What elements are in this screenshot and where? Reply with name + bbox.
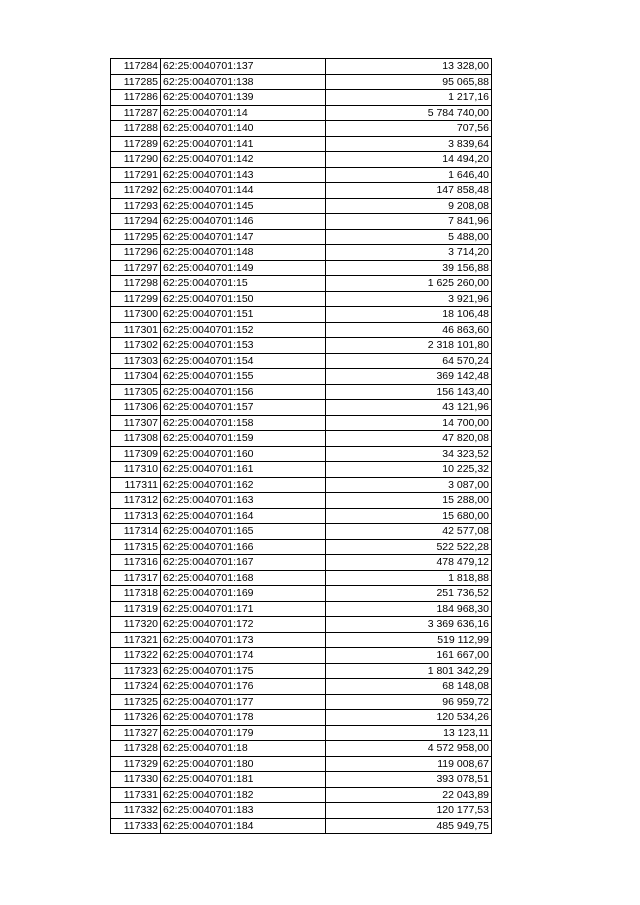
value-cell: 1 818,88	[326, 570, 492, 586]
value-cell: 64 570,24	[326, 353, 492, 369]
cadastral-number-cell: 62:25:0040701:140	[161, 121, 326, 137]
cadastral-number-cell: 62:25:0040701:175	[161, 663, 326, 679]
row-number-cell: 117293	[111, 198, 161, 214]
value-cell: 4 572 958,00	[326, 741, 492, 757]
cadastral-number-cell: 62:25:0040701:162	[161, 477, 326, 493]
value-cell: 3 921,96	[326, 291, 492, 307]
table-row	[111, 291, 492, 307]
row-number-cell: 117302	[111, 338, 161, 354]
row-number-cell: 117324	[111, 679, 161, 695]
value-cell: 147 858,48	[326, 183, 492, 199]
value-cell: 68 148,08	[326, 679, 492, 695]
cadastral-number-cell: 62:25:0040701:147	[161, 229, 326, 245]
value-cell: 184 968,30	[326, 601, 492, 617]
value-cell: 522 522,28	[326, 539, 492, 555]
value-cell: 2 318 101,80	[326, 338, 492, 354]
table-row	[111, 601, 492, 617]
row-number-cell: 117326	[111, 710, 161, 726]
table-row	[111, 632, 492, 648]
table-row	[111, 260, 492, 276]
table-row	[111, 431, 492, 447]
row-number-cell: 117284	[111, 59, 161, 75]
table-row	[111, 90, 492, 106]
row-number-cell: 117333	[111, 818, 161, 834]
table-row	[111, 679, 492, 695]
value-cell: 1 217,16	[326, 90, 492, 106]
row-number-cell: 117289	[111, 136, 161, 152]
cadastral-number-cell: 62:25:0040701:180	[161, 756, 326, 772]
cadastral-number-cell: 62:25:0040701:173	[161, 632, 326, 648]
table-row	[111, 818, 492, 834]
cadastral-number-cell: 62:25:0040701:154	[161, 353, 326, 369]
row-number-cell: 117311	[111, 477, 161, 493]
value-cell: 46 863,60	[326, 322, 492, 338]
table-row	[111, 477, 492, 493]
value-cell: 9 208,08	[326, 198, 492, 214]
cadastral-number-cell: 62:25:0040701:144	[161, 183, 326, 199]
table-row	[111, 617, 492, 633]
cadastral-number-cell: 62:25:0040701:14	[161, 105, 326, 121]
table-row	[111, 741, 492, 757]
value-cell: 5 784 740,00	[326, 105, 492, 121]
row-number-cell: 117313	[111, 508, 161, 524]
row-number-cell: 117322	[111, 648, 161, 664]
value-cell: 1 625 260,00	[326, 276, 492, 292]
value-cell: 95 065,88	[326, 74, 492, 90]
cadastral-number-cell: 62:25:0040701:149	[161, 260, 326, 276]
row-number-cell: 117308	[111, 431, 161, 447]
row-number-cell: 117286	[111, 90, 161, 106]
table-row	[111, 121, 492, 137]
value-cell: 96 959,72	[326, 694, 492, 710]
row-number-cell: 117319	[111, 601, 161, 617]
table-row	[111, 384, 492, 400]
value-cell: 519 112,99	[326, 632, 492, 648]
cadastral-number-cell: 62:25:0040701:163	[161, 493, 326, 509]
table-row	[111, 136, 492, 152]
row-number-cell: 117300	[111, 307, 161, 323]
table-row	[111, 245, 492, 261]
value-cell: 3 714,20	[326, 245, 492, 261]
value-cell: 156 143,40	[326, 384, 492, 400]
cadastral-number-cell: 62:25:0040701:153	[161, 338, 326, 354]
cadastral-number-cell: 62:25:0040701:141	[161, 136, 326, 152]
table-row	[111, 338, 492, 354]
row-number-cell: 117294	[111, 214, 161, 230]
cadastral-number-cell: 62:25:0040701:138	[161, 74, 326, 90]
row-number-cell: 117318	[111, 586, 161, 602]
row-number-cell: 117317	[111, 570, 161, 586]
table-row	[111, 74, 492, 90]
row-number-cell: 117329	[111, 756, 161, 772]
row-number-cell: 117330	[111, 772, 161, 788]
table-row	[111, 276, 492, 292]
cadastral-number-cell: 62:25:0040701:143	[161, 167, 326, 183]
row-number-cell: 117315	[111, 539, 161, 555]
row-number-cell: 117312	[111, 493, 161, 509]
row-number-cell: 117310	[111, 462, 161, 478]
cadastral-number-cell: 62:25:0040701:171	[161, 601, 326, 617]
value-cell: 120 534,26	[326, 710, 492, 726]
value-cell: 14 494,20	[326, 152, 492, 168]
table-row	[111, 183, 492, 199]
cadastral-number-cell: 62:25:0040701:178	[161, 710, 326, 726]
cadastral-value-table	[110, 58, 492, 834]
cadastral-number-cell: 62:25:0040701:183	[161, 803, 326, 819]
table-row	[111, 229, 492, 245]
value-cell: 39 156,88	[326, 260, 492, 276]
value-cell: 13 328,00	[326, 59, 492, 75]
row-number-cell: 117325	[111, 694, 161, 710]
table-row	[111, 446, 492, 462]
cadastral-number-cell: 62:25:0040701:18	[161, 741, 326, 757]
table-row	[111, 710, 492, 726]
cadastral-number-cell: 62:25:0040701:152	[161, 322, 326, 338]
row-number-cell: 117316	[111, 555, 161, 571]
value-cell: 15 288,00	[326, 493, 492, 509]
value-cell: 485 949,75	[326, 818, 492, 834]
table-row	[111, 415, 492, 431]
value-cell: 10 225,32	[326, 462, 492, 478]
row-number-cell: 117307	[111, 415, 161, 431]
row-number-cell: 117332	[111, 803, 161, 819]
cadastral-number-cell: 62:25:0040701:157	[161, 400, 326, 416]
cadastral-number-cell: 62:25:0040701:156	[161, 384, 326, 400]
cadastral-number-cell: 62:25:0040701:158	[161, 415, 326, 431]
cadastral-number-cell: 62:25:0040701:139	[161, 90, 326, 106]
value-cell: 1 646,40	[326, 167, 492, 183]
row-number-cell: 117290	[111, 152, 161, 168]
value-cell: 393 078,51	[326, 772, 492, 788]
cadastral-number-cell: 62:25:0040701:169	[161, 586, 326, 602]
value-cell: 34 323,52	[326, 446, 492, 462]
value-cell: 47 820,08	[326, 431, 492, 447]
table-row	[111, 756, 492, 772]
cadastral-number-cell: 62:25:0040701:184	[161, 818, 326, 834]
table-row	[111, 555, 492, 571]
row-number-cell: 117295	[111, 229, 161, 245]
row-number-cell: 117314	[111, 524, 161, 540]
value-cell: 251 736,52	[326, 586, 492, 602]
cadastral-number-cell: 62:25:0040701:160	[161, 446, 326, 462]
cadastral-number-cell: 62:25:0040701:146	[161, 214, 326, 230]
value-cell: 478 479,12	[326, 555, 492, 571]
table-row	[111, 59, 492, 75]
table-row	[111, 803, 492, 819]
row-number-cell: 117327	[111, 725, 161, 741]
table-row	[111, 167, 492, 183]
row-number-cell: 117297	[111, 260, 161, 276]
table-row	[111, 493, 492, 509]
value-cell: 13 123,11	[326, 725, 492, 741]
cadastral-number-cell: 62:25:0040701:155	[161, 369, 326, 385]
value-cell: 42 577,08	[326, 524, 492, 540]
cadastral-number-cell: 62:25:0040701:148	[161, 245, 326, 261]
table-row	[111, 586, 492, 602]
cadastral-number-cell: 62:25:0040701:161	[161, 462, 326, 478]
cadastral-number-cell: 62:25:0040701:166	[161, 539, 326, 555]
table-row	[111, 369, 492, 385]
value-cell: 43 121,96	[326, 400, 492, 416]
row-number-cell: 117306	[111, 400, 161, 416]
row-number-cell: 117321	[111, 632, 161, 648]
cadastral-number-cell: 62:25:0040701:159	[161, 431, 326, 447]
table-row	[111, 663, 492, 679]
row-number-cell: 117287	[111, 105, 161, 121]
value-cell: 15 680,00	[326, 508, 492, 524]
row-number-cell: 117320	[111, 617, 161, 633]
cadastral-number-cell: 62:25:0040701:168	[161, 570, 326, 586]
table-row	[111, 400, 492, 416]
table-row	[111, 198, 492, 214]
table-row	[111, 105, 492, 121]
value-cell: 1 801 342,29	[326, 663, 492, 679]
row-number-cell: 117328	[111, 741, 161, 757]
value-cell: 7 841,96	[326, 214, 492, 230]
value-cell: 119 008,67	[326, 756, 492, 772]
table-row	[111, 462, 492, 478]
cadastral-number-cell: 62:25:0040701:174	[161, 648, 326, 664]
table-body	[111, 59, 492, 834]
table-row	[111, 353, 492, 369]
table-row	[111, 322, 492, 338]
table-row	[111, 152, 492, 168]
cadastral-number-cell: 62:25:0040701:176	[161, 679, 326, 695]
cadastral-number-cell: 62:25:0040701:15	[161, 276, 326, 292]
row-number-cell: 117285	[111, 74, 161, 90]
row-number-cell: 117323	[111, 663, 161, 679]
value-cell: 3 369 636,16	[326, 617, 492, 633]
row-number-cell: 117288	[111, 121, 161, 137]
table-row	[111, 694, 492, 710]
cadastral-number-cell: 62:25:0040701:179	[161, 725, 326, 741]
value-cell: 707,56	[326, 121, 492, 137]
value-cell: 369 142,48	[326, 369, 492, 385]
row-number-cell: 117309	[111, 446, 161, 462]
table-row	[111, 725, 492, 741]
row-number-cell: 117331	[111, 787, 161, 803]
table-row	[111, 307, 492, 323]
row-number-cell: 117298	[111, 276, 161, 292]
cadastral-number-cell: 62:25:0040701:165	[161, 524, 326, 540]
cadastral-number-cell: 62:25:0040701:182	[161, 787, 326, 803]
cadastral-number-cell: 62:25:0040701:142	[161, 152, 326, 168]
value-cell: 14 700,00	[326, 415, 492, 431]
row-number-cell: 117296	[111, 245, 161, 261]
row-number-cell: 117301	[111, 322, 161, 338]
row-number-cell: 117299	[111, 291, 161, 307]
row-number-cell: 117305	[111, 384, 161, 400]
cadastral-number-cell: 62:25:0040701:172	[161, 617, 326, 633]
cadastral-number-cell: 62:25:0040701:164	[161, 508, 326, 524]
table-row	[111, 787, 492, 803]
value-cell: 22 043,89	[326, 787, 492, 803]
row-number-cell: 117303	[111, 353, 161, 369]
cadastral-number-cell: 62:25:0040701:181	[161, 772, 326, 788]
value-cell: 3 839,64	[326, 136, 492, 152]
value-cell: 120 177,53	[326, 803, 492, 819]
value-cell: 161 667,00	[326, 648, 492, 664]
table-row	[111, 648, 492, 664]
cadastral-number-cell: 62:25:0040701:150	[161, 291, 326, 307]
row-number-cell: 117292	[111, 183, 161, 199]
row-number-cell: 117304	[111, 369, 161, 385]
table-row	[111, 508, 492, 524]
table-row	[111, 214, 492, 230]
cadastral-number-cell: 62:25:0040701:177	[161, 694, 326, 710]
table-row	[111, 772, 492, 788]
row-number-cell: 117291	[111, 167, 161, 183]
value-cell: 3 087,00	[326, 477, 492, 493]
cadastral-number-cell: 62:25:0040701:167	[161, 555, 326, 571]
value-cell: 18 106,48	[326, 307, 492, 323]
cadastral-number-cell: 62:25:0040701:151	[161, 307, 326, 323]
table-row	[111, 524, 492, 540]
cadastral-number-cell: 62:25:0040701:137	[161, 59, 326, 75]
cadastral-number-cell: 62:25:0040701:145	[161, 198, 326, 214]
value-cell: 5 488,00	[326, 229, 492, 245]
table-row	[111, 539, 492, 555]
table-row	[111, 570, 492, 586]
